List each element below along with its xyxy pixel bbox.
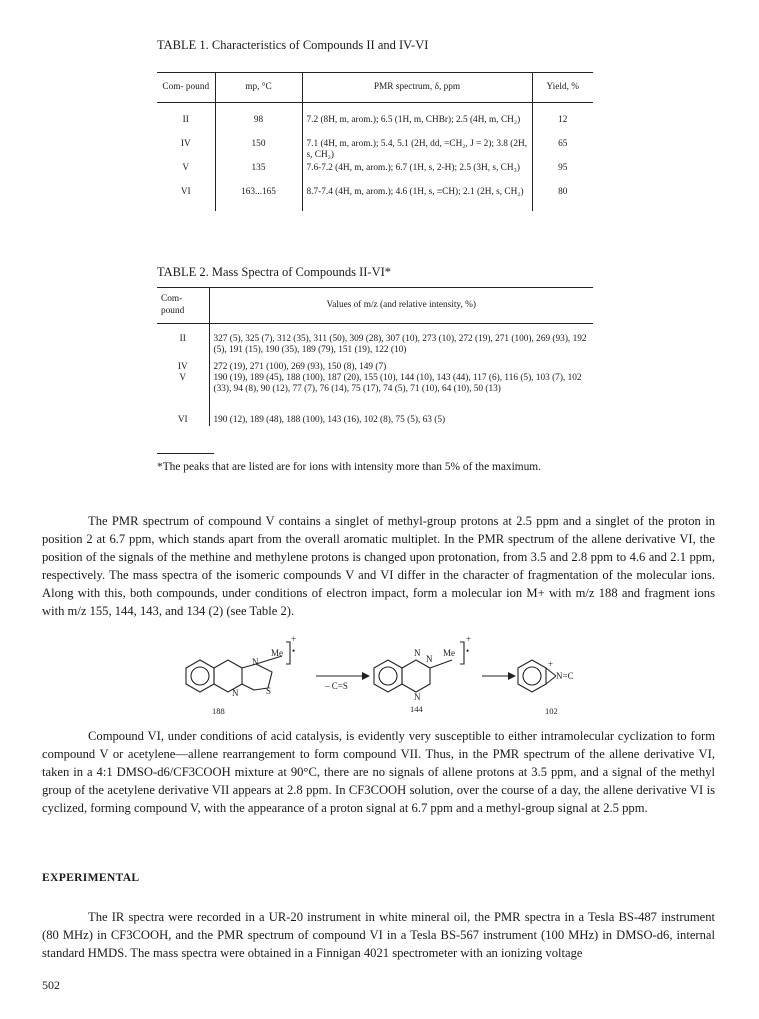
table1-header-pmr: PMR spectrum, δ, ppm	[302, 73, 532, 103]
table-row	[157, 139, 593, 163]
table1-compound: IV	[180, 138, 191, 149]
table2-caption: TABLE 2. Mass Spectra of Compounds II-VI*	[157, 265, 392, 279]
table2-compound: VI	[177, 414, 188, 425]
table1-mp: 98	[215, 115, 302, 139]
footnote-rule	[157, 453, 214, 454]
table1-yield: 95	[532, 163, 593, 187]
nitrogen-label-2: N	[232, 688, 239, 698]
nitrogen-label-5: N	[414, 692, 421, 702]
paragraph-1: The PMR spectrum of compound V contains a singlet of methyl-group protons at 2.5 ppm and a singlet of the proton in position 2 at 6.7 ppm, which stands apart from the overall aromatic multiplet. In the PMR spectrum of the allene derivative VI, the position of the signals of the methine and methylene protons is changed upon protonation, from 3.5 and 2.8 ppm to 4.6 and 2.1 ppm, respectively. The mass spectra of the isomeric compounds V and VI differ in the character of fragmentation of the molecular ions. Along with this, both compounds, under conditions of electron impact, form a molecular ion M+ with m/z 188 and fragment ions with m/z 155, 144, 143, and 134 (2) (see Table 2).	[42, 514, 715, 618]
table2	[157, 287, 593, 426]
table-row	[157, 187, 593, 211]
methyl-label-2: Me	[443, 648, 455, 658]
table2-values: 190 (19), 189 (45), 188 (100), 187 (20), 155 (10), 144 (10), 143 (44), 117 (6), 116 (5), 103 (7), 102 (33), 94 (8), 90 (12), 77 (7), 76 (14), 75 (17), 74 (5), 71 (10), 64 (10), 50 (13)	[209, 373, 593, 415]
table2-compound: IV	[177, 361, 188, 372]
table1-yield: 80	[532, 187, 593, 211]
methyl-label-1: Me	[271, 648, 283, 658]
benzene-ring-188	[186, 660, 214, 692]
table1-header-compound: Com- pound	[157, 73, 215, 103]
page-number: 502	[42, 978, 60, 992]
mass-144: 144	[410, 704, 423, 714]
table-row	[157, 115, 593, 139]
benzene-ring-144	[374, 660, 402, 692]
reaction-scheme	[170, 634, 630, 719]
table1-yield: 12	[532, 115, 593, 139]
table2-values: 327 (5), 325 (7), 312 (35), 311 (50), 309 (28), 307 (10), 273 (10), 272 (19), 271 (100), 269 (93), 192 (5), 191 (15), 190 (35), 189 (79), 151 (19), 122 (10)	[209, 334, 593, 362]
paragraph-2: Compound VI, under conditions of acid catalysis, is evidently very susceptible to either intramolecular cyclization to form compound V or acetylene—allene rearrangement to form compound VII. Thus, in the PMR spectrum of the allene derivative VI, taken in a 4:1 DMSO-d6/CF3COOH mixture at 90°C, there are no signals of allene protons at 3.5 ppm, and a signal of the methyl group of the acetylene derivative VII appears at 2.8 ppm. In CF3COOH solution, over the course of a day, the allene derivative VI is cyclized, forming compound V, with the appearance of a proton signal at 6.7 ppm and a methyl-group signal at 2.5 ppm.	[42, 729, 715, 815]
mass-188: 188	[212, 706, 225, 716]
table1-mp: 135	[215, 163, 302, 187]
mass-102: 102	[545, 706, 558, 716]
table1-header-yield: Yield, %	[532, 73, 593, 103]
table1-compound: V	[182, 162, 190, 173]
cation-plus-2: +	[466, 634, 472, 644]
table1	[157, 72, 593, 211]
nitrogen-label-4: N	[426, 654, 433, 664]
loss-label: – C=S	[325, 681, 348, 691]
table1-pmr: 7.6-7.2 (4H, m, arom.); 6.7 (1H, s, 2-H); 2.5 (3H, s, CH₃)	[302, 163, 532, 187]
table2-values: 272 (19), 271 (100), 269 (93), 150 (8), 149 (7)	[209, 362, 593, 373]
table1-pmr: 7.2 (8H, m, arom.); 6.5 (1H, m, CHBr); 2.5 (4H, m, CH₂)	[302, 115, 532, 139]
nitrile-label: N=C	[556, 671, 574, 681]
table-row	[157, 163, 593, 187]
section-heading: EXPERIMENTAL	[42, 871, 140, 884]
nitrogen-label-1: N	[252, 657, 259, 667]
table-row	[157, 415, 593, 426]
radical-dot-1: •	[292, 646, 296, 656]
benzene-ring-102	[518, 660, 546, 692]
cation-plus-3: +	[548, 659, 554, 669]
table1-header-mp: mp, °C	[215, 73, 302, 103]
paragraph-3: The IR spectra were recorded in a UR-20 instrument in white mineral oil, the PMR spectra in a Tesla BS-487 instrument (80 MHz) in CF3COOH, and the PMR spectrum of compound VI in a Tesla BS-567 instrument (100 MHz) in DMSO-d6, internal standard HMDS. The mass spectra were obtained in a Finnigan 4021 spectrometer with an ionizing voltage	[42, 910, 715, 960]
table2-compound: II	[179, 333, 186, 344]
cation-plus-1: +	[291, 634, 297, 644]
table1-mp: 163...165	[215, 187, 302, 211]
table1-yield: 65	[532, 139, 593, 163]
radical-dot-2: •	[466, 646, 470, 656]
table1-pmr: 7.1 (4H, m, arom.); 5.4, 5.1 (2H, dd, =CH₂, J = 2); 3.8 (2H, s, CH₂)	[302, 139, 532, 163]
table-row	[157, 373, 593, 415]
table2-compound: V	[179, 372, 187, 383]
footnote: *The peaks that are listed are for ions with intensity more than 5% of the maximum.	[157, 461, 542, 473]
table2-header-compound: Com- pound	[157, 288, 209, 324]
nitrogen-label-3: N	[414, 648, 421, 658]
table2-header-values: Values of m/z (and relative intensity, %)	[209, 288, 593, 324]
table1-mp: 150	[215, 139, 302, 163]
table-row	[157, 334, 593, 362]
table1-compound: II	[182, 114, 189, 125]
table2-values: 190 (12), 189 (48), 188 (100), 143 (16), 102 (8), 75 (5), 63 (5)	[209, 415, 593, 426]
table-row	[157, 362, 593, 373]
sulfur-label: S	[266, 686, 272, 696]
table1-pmr: 8.7-7.4 (4H, m, arom.); 4.6 (1H, s, ≡CH); 2.1 (2H, s, CH₂)	[302, 187, 532, 211]
table1-caption: TABLE 1. Characteristics of Compounds II and IV-VI	[157, 38, 429, 52]
table1-compound: VI	[180, 186, 191, 197]
